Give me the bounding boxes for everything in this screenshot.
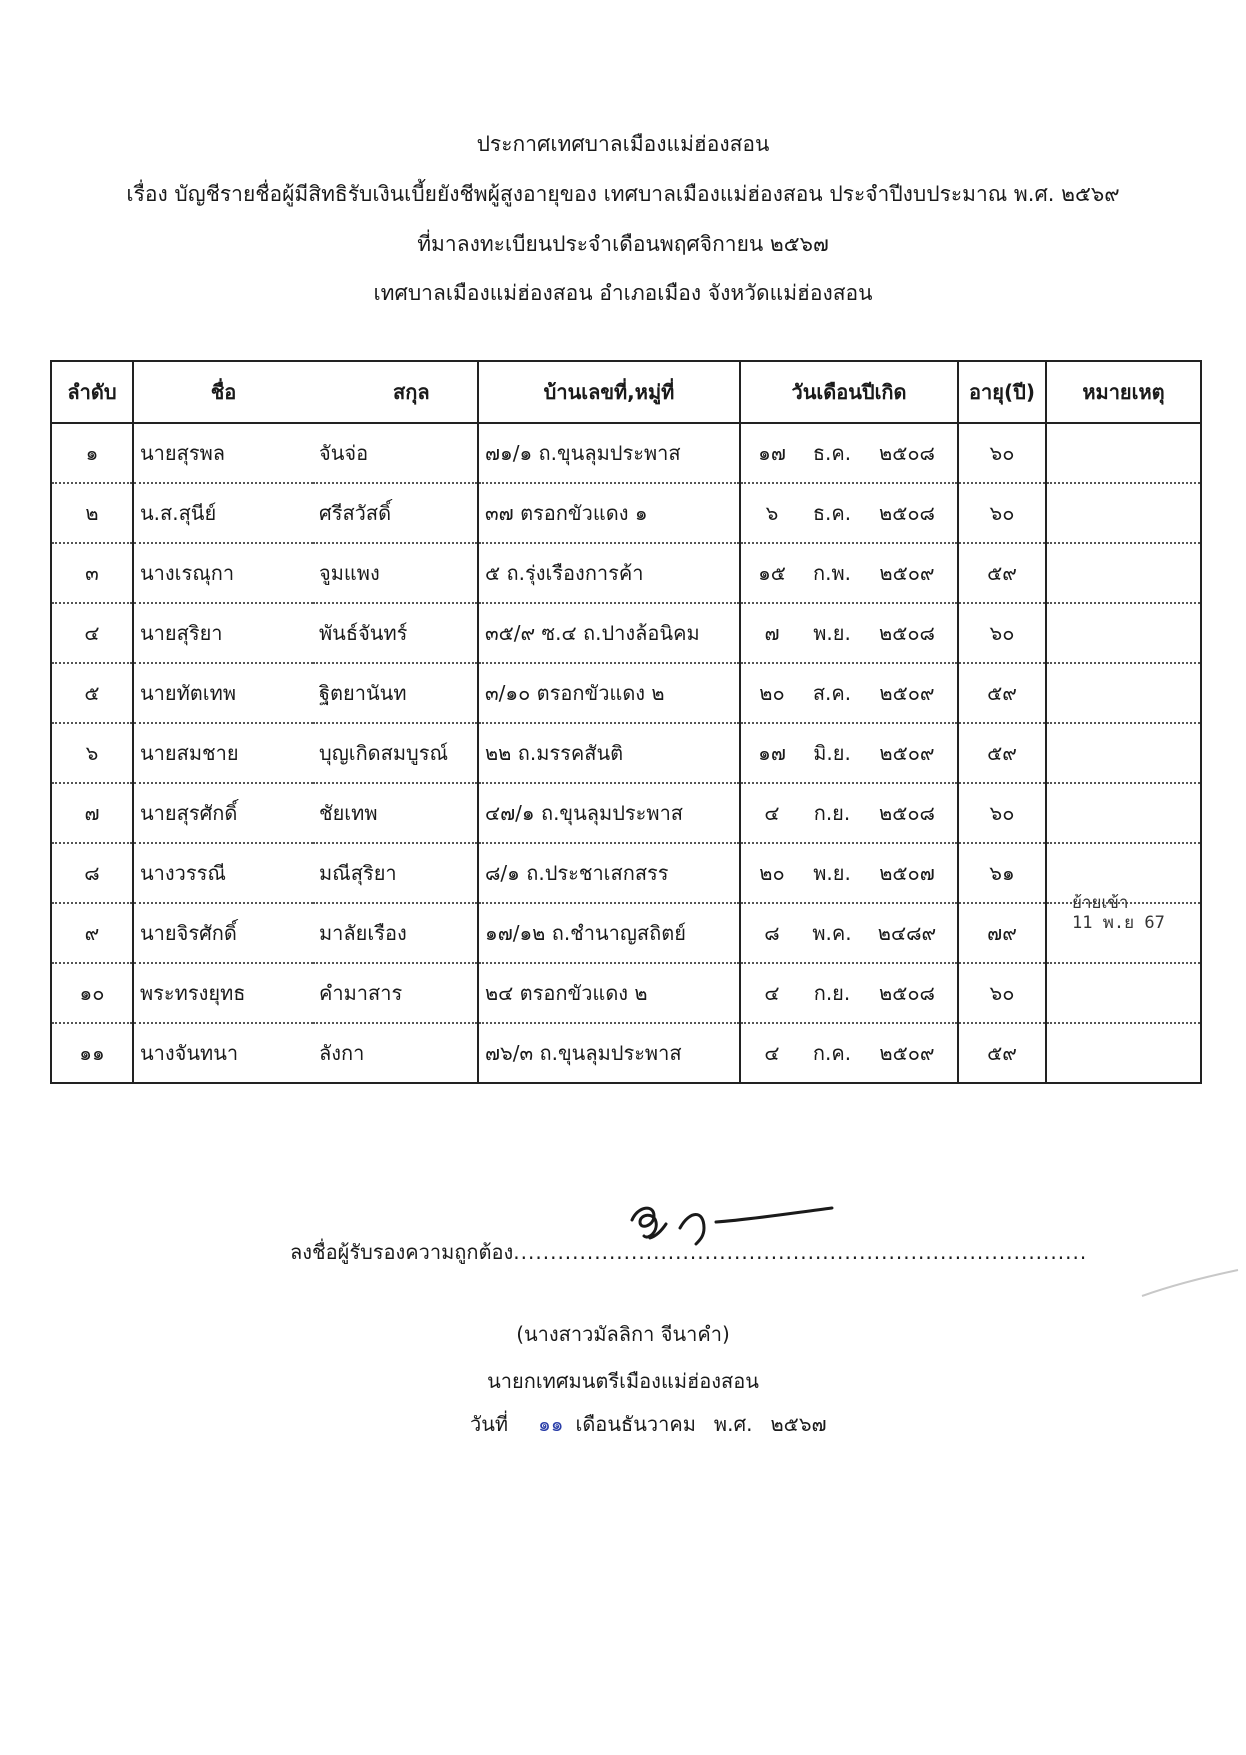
dob-day: ๔ <box>764 981 780 1005</box>
cell-age: ๕๙ <box>958 1023 1046 1083</box>
signatory-position: นายกเทศมนตรีเมืองแม่ฮ่องสอน <box>487 1369 759 1393</box>
cell-surname: ชัยเทพ <box>313 783 478 843</box>
cell-dob <box>740 543 958 603</box>
dob-day: ๑๕ <box>758 561 786 585</box>
cell-name: นางวรรณี <box>133 843 313 903</box>
table-row <box>51 483 1201 543</box>
cell-no: ๑๐ <box>51 963 133 1023</box>
cell-no: ๙ <box>51 903 133 963</box>
cell-age: ๖๐ <box>958 783 1046 843</box>
dob-year: ๒๕๐๗ <box>879 861 935 885</box>
table-row <box>51 843 1201 903</box>
cell-no: ๖ <box>51 723 133 783</box>
date-prefix: วันที่ <box>470 1412 509 1436</box>
col-header-no: ลำดับ <box>51 361 133 423</box>
dob-month: ธ.ค. <box>812 441 852 465</box>
cell-address: ๒๔ ตรอกขัวแดง ๒ <box>478 963 740 1023</box>
dob-year: ๒๕๐๙ <box>879 1041 935 1065</box>
dob-day: ๗ <box>764 621 780 645</box>
dob-month: ก.ย. <box>813 981 851 1005</box>
cell-surname: คำมาสาร <box>313 963 478 1023</box>
dob-year: ๒๕๐๘ <box>879 501 935 525</box>
table-row <box>51 423 1201 483</box>
cell-address: ๗๑/๑ ถ.ขุนลุมประพาส <box>478 423 740 483</box>
col-header-surname: สกุล <box>313 361 478 423</box>
stamp-note-line2: 11 พ.ย 67 <box>1072 913 1165 933</box>
dob-year: ๒๕๐๘ <box>879 621 935 645</box>
cell-age: ๖๐ <box>958 963 1046 1023</box>
beneficiary-table <box>50 360 1202 1084</box>
cell-name: นายสุรพล <box>133 423 313 483</box>
cell-name: นายสมชาย <box>133 723 313 783</box>
cell-age: ๕๙ <box>958 543 1046 603</box>
cell-address: ๗๖/๓ ถ.ขุนลุมประพาส <box>478 1023 740 1083</box>
cell-age: ๖๑ <box>958 843 1046 903</box>
dob-year: ๒๔๘๙ <box>877 921 937 945</box>
cell-age: ๖๐ <box>958 423 1046 483</box>
dob-year: ๒๕๐๙ <box>879 681 935 705</box>
cell-address: ๓๕/๙ ซ.๔ ถ.ปางล้อนิคม <box>478 603 740 663</box>
cell-dob <box>740 843 958 903</box>
cell-address: ๒๒ ถ.มรรคสันติ <box>478 723 740 783</box>
cell-address: ๓/๑๐ ตรอกขัวแดง ๒ <box>478 663 740 723</box>
header-title: ประกาศเทศบาลเมืองแม่ฮ่องสอน <box>476 132 770 156</box>
col-header-name: ชื่อ <box>133 361 313 423</box>
cell-remark <box>1046 1023 1201 1083</box>
cell-surname: ศรีสวัสดิ์ <box>313 483 478 543</box>
dob-day: ๑๗ <box>758 441 786 465</box>
cell-surname: บุญเกิดสมบูรณ์ <box>313 723 478 783</box>
cell-no: ๕ <box>51 663 133 723</box>
table-row <box>51 663 1201 723</box>
cell-name: นายทัตเทพ <box>133 663 313 723</box>
dob-year: ๒๕๐๘ <box>879 801 935 825</box>
dob-day: ๔ <box>764 1041 780 1065</box>
cell-surname: จูมแพง <box>313 543 478 603</box>
cell-no: ๘ <box>51 843 133 903</box>
cell-dob <box>740 663 958 723</box>
cell-remark <box>1046 663 1201 723</box>
cell-surname: ลังกา <box>313 1023 478 1083</box>
cell-remark <box>1046 783 1201 843</box>
cell-name: น.ส.สุนีย์ <box>133 483 313 543</box>
dob-day: ๖ <box>765 501 779 525</box>
cell-name: นายจิรศักดิ์ <box>133 903 313 963</box>
col-header-remark: หมายเหตุ <box>1046 361 1201 423</box>
cell-dob <box>740 483 958 543</box>
date-month: เดือนธันวาคม <box>575 1412 696 1436</box>
cell-address: ๔๗/๑ ถ.ขุนลุมประพาส <box>478 783 740 843</box>
dob-month: ก.ค. <box>812 1041 852 1065</box>
cell-surname: มาลัยเรือง <box>313 903 478 963</box>
dob-month: ธ.ค. <box>812 501 852 525</box>
header-subject: เรื่อง บัญชีรายชื่อผู้มีสิทธิรับเงินเบี้ยยังชีพผู้สูงอายุของ เทศบาลเมืองแม่ฮ่องสอน ประจำปีงบประมาณ พ.ศ. ๒๕๖๙ <box>126 182 1120 206</box>
cell-address: ๓๗ ตรอกขัวแดง ๑ <box>478 483 740 543</box>
cell-surname: พันธ์จันทร์ <box>313 603 478 663</box>
cell-surname: มณีสุริยา <box>313 843 478 903</box>
table-row <box>51 603 1201 663</box>
table-row <box>51 723 1201 783</box>
cell-age: ๕๙ <box>958 723 1046 783</box>
table-row <box>51 903 1201 963</box>
cell-dob <box>740 903 958 963</box>
dob-month: พ.ย. <box>813 621 851 645</box>
certifier-label: ลงชื่อผู้รับรองความถูกต้อง <box>290 1240 514 1264</box>
date-era: พ.ศ. <box>713 1412 753 1436</box>
cell-remark <box>1046 483 1201 543</box>
moved-in-stamp-note <box>1072 893 1202 933</box>
cell-surname: จันจ่อ <box>313 423 478 483</box>
cell-age: ๕๙ <box>958 663 1046 723</box>
cell-no: ๑ <box>51 423 133 483</box>
dob-year: ๒๕๐๙ <box>879 561 935 585</box>
dob-year: ๒๕๐๙ <box>879 741 935 765</box>
cell-no: ๒ <box>51 483 133 543</box>
cell-dob <box>740 783 958 843</box>
cell-dob <box>740 723 958 783</box>
cell-name: นายสุรศักดิ์ <box>133 783 313 843</box>
cell-name: พระทรงยุทธ <box>133 963 313 1023</box>
cell-no: ๓ <box>51 543 133 603</box>
dob-month: ก.ย. <box>813 801 851 825</box>
cell-no: ๑๑ <box>51 1023 133 1083</box>
cell-surname: ฐิตยานันท <box>313 663 478 723</box>
table-row <box>51 1023 1201 1083</box>
cell-name: นายสุริยา <box>133 603 313 663</box>
dob-month: ส.ค. <box>812 681 852 705</box>
dob-day: ๒๐ <box>759 681 785 705</box>
cell-no: ๗ <box>51 783 133 843</box>
signature-date <box>470 1408 845 1440</box>
cell-dob <box>740 963 958 1023</box>
signatory-name: (นางสาวมัลลิกา จีนาคำ) <box>516 1322 730 1346</box>
cell-dob <box>740 603 958 663</box>
dob-day: ๑๗ <box>758 741 786 765</box>
table-row <box>51 783 1201 843</box>
header-registration-month: ที่มาลงทะเบียนประจำเดือนพฤศจิกายน ๒๕๖๗ <box>417 232 829 256</box>
cell-age: ๖๐ <box>958 603 1046 663</box>
date-day: ๑๑ <box>538 1412 564 1436</box>
cell-remark <box>1046 963 1201 1023</box>
cell-no: ๔ <box>51 603 133 663</box>
cell-name: นางเรณุกา <box>133 543 313 603</box>
dob-month: พ.ย. <box>813 861 851 885</box>
cell-remark <box>1046 423 1201 483</box>
col-header-age: อายุ(ปี) <box>958 361 1046 423</box>
dob-day: ๒๐ <box>759 861 785 885</box>
stamp-note-line1: ย้ายเข้า <box>1072 893 1129 913</box>
cell-age: ๗๙ <box>958 903 1046 963</box>
dob-year: ๒๕๐๘ <box>879 441 935 465</box>
cell-age: ๖๐ <box>958 483 1046 543</box>
col-header-address: บ้านเลขที่,หมู่ที่ <box>478 361 740 423</box>
table-row <box>51 543 1201 603</box>
cell-name: นางจันทนา <box>133 1023 313 1083</box>
cell-remark <box>1046 603 1201 663</box>
cell-address: ๕ ถ.รุ่งเรืองการค้า <box>478 543 740 603</box>
dob-month: มิ.ย. <box>813 741 851 765</box>
table-row <box>51 963 1201 1023</box>
dob-month: ก.พ. <box>812 561 851 585</box>
date-year: ๒๕๖๗ <box>770 1412 827 1436</box>
scan-scratch-mark <box>1140 1266 1240 1306</box>
cell-address: ๑๗/๑๒ ถ.ชำนาญสถิตย์ <box>478 903 740 963</box>
table-header-row <box>51 361 1201 423</box>
cell-address: ๘/๑ ถ.ประชาเสกสรร <box>478 843 740 903</box>
cell-dob <box>740 1023 958 1083</box>
dob-day: ๔ <box>764 801 780 825</box>
cell-remark <box>1046 543 1201 603</box>
dob-year: ๒๕๐๘ <box>879 981 935 1005</box>
dob-day: ๘ <box>764 921 780 945</box>
cell-remark <box>1046 723 1201 783</box>
cell-dob <box>740 423 958 483</box>
header-location: เทศบาลเมืองแม่ฮ่องสอน อำเภอเมือง จังหวัดแม่ฮ่องสอน <box>373 281 873 305</box>
signature-dots: .............................................................................. <box>513 1240 1088 1264</box>
certifier-signature-line <box>290 1236 1087 1268</box>
dob-month: พ.ค. <box>812 921 852 945</box>
col-header-dob: วันเดือนปีเกิด <box>740 361 958 423</box>
